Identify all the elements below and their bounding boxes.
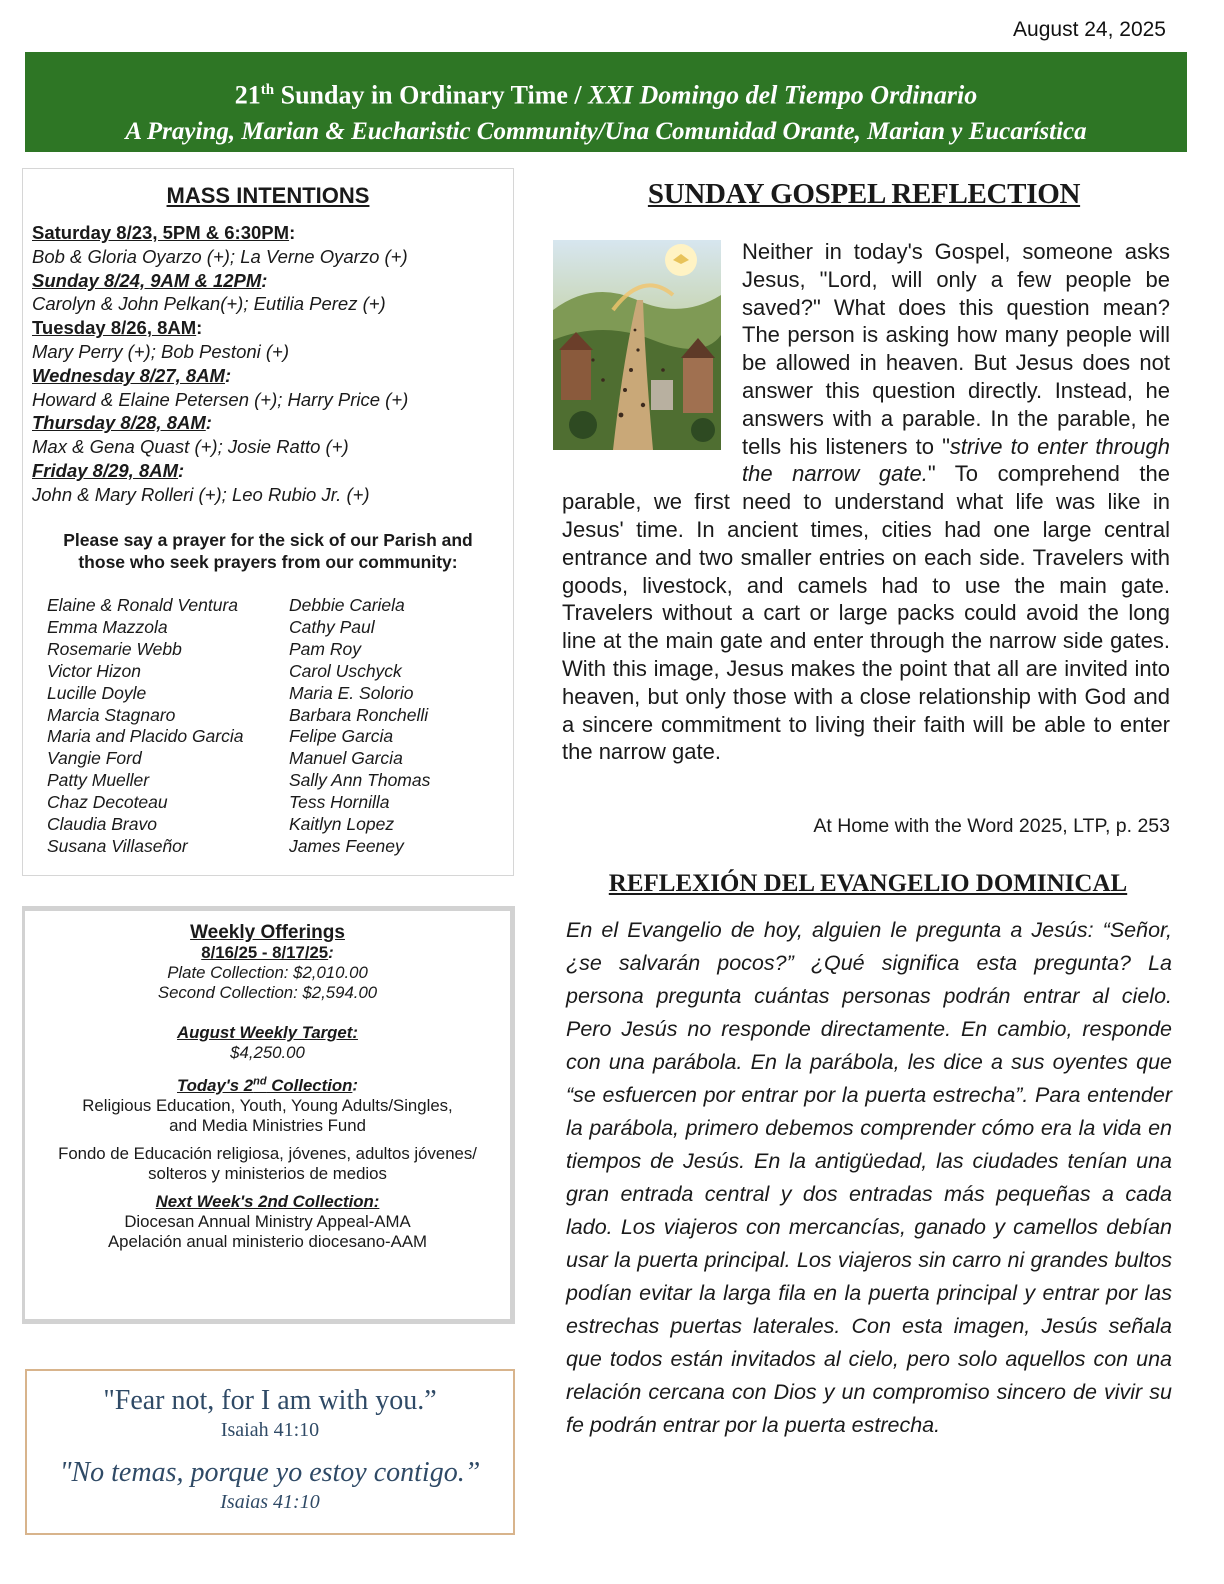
sick-list-col1 <box>47 595 289 858</box>
mass-entry-names: John & Mary Rolleri (+); Leo Rubio Jr. (+) <box>32 483 370 505</box>
list-item: Cathy Paul <box>289 616 375 637</box>
mass-entry-names: Howard & Elaine Petersen (+); Harry Price (+) <box>32 388 409 410</box>
list-item: Carol Uschyck <box>289 660 402 681</box>
sick-list-col2 <box>289 595 489 858</box>
list-item: Pam Roy <box>289 638 361 659</box>
mass-intentions-title: MASS INTENTIONS <box>166 183 370 208</box>
weekly-offerings-box <box>22 906 515 1324</box>
quote-en-ref: Isaiah 41:10 <box>220 1419 320 1441</box>
list-item: Vangie Ford <box>47 748 142 769</box>
list-item: Tess Hornilla <box>289 792 390 813</box>
list-item: Barbara Ronchelli <box>289 704 429 725</box>
header-banner <box>25 52 1187 152</box>
banner-subtitle: A Praying, Marian & Eucharistic Community/Una Comunidad Orante, Marian y Eucarística <box>125 117 1087 145</box>
mass-entry: Saturday 8/23, 5PM & 6:30PM: <box>32 222 296 243</box>
mass-entry: Tuesday 8/26, 8AM: <box>32 317 203 339</box>
list-item: James Feeney <box>289 835 404 856</box>
mass-entry: Thursday 8/28, 8AM: <box>32 412 212 434</box>
offerings-period: 8/16/25 - 8/17/25: <box>201 943 334 962</box>
gospel-source: At Home with the Word 2025, LTP, p. 253 <box>813 815 1170 837</box>
target-label: August Weekly Target: <box>177 1023 358 1042</box>
list-item: Maria E. Solorio <box>289 682 414 703</box>
quote-es-ref: Isaias 41:10 <box>220 1491 320 1513</box>
quote-en: "Fear not, for I am with you.” <box>103 1385 437 1416</box>
reflexion-title: REFLEXIÓN DEL EVANGELIO DOMINICAL <box>608 870 1128 897</box>
list-item: Chaz Decoteau <box>47 792 168 813</box>
mass-intentions-box <box>22 168 514 876</box>
offerings-title: Weekly Offerings <box>190 922 345 943</box>
second-collection: Second Collection: $2,594.00 <box>157 983 378 1002</box>
scripture-quote-box <box>25 1369 515 1535</box>
reflexion-text: En el Evangelio de hoy, alguien le pregunta a Jesús: “Señor, ¿se salvarán pocos?” ¿Qué significa esta pregunta? La persona pregunta cuántas personas podrán entrar al cielo. Pero Jesús no responde directamente. En cambio, responde con una parábola. En la parábola, les dice a sus oyentes que “se esfuercen por entrar por la puerta estrecha”. Para entender la parábola, primero debemos comprender cómo era la vida en tiempos de Jesús. En la antigüedad, las ciudades tenían una gran entrada central y dos entradas más pequeñas a cada lado. Los viajeros con mercancías, ganado y camellos debían usar la puerta principal. Los viajeros sin carro ni grandes bultos podían evitar la larga fila en la puerta principal y entrar por las estrechas puertas laterales. Con esta imagen, Jesús señala que todos están invitados al cielo, pero solo aquellos con una relación cercana con Dios y un compromiso sincero de vivir su fe podrán entrar por la puerta estrecha. <box>566 918 1172 1437</box>
list-item: Patty Mueller <box>47 770 150 791</box>
banner-title: 21th Sunday in Ordinary Time / XXI Domingo del Tiempo Ordinario <box>234 80 978 110</box>
next-collection-en: Diocesan Annual Ministry Appeal-AMA <box>124 1211 411 1231</box>
today-collection-label: Today's 2nd Collection: <box>177 1075 358 1095</box>
prayer-request: Please say a prayer for the sick of our Parish and those who seek prayers from our community: <box>63 530 473 572</box>
gospel-reflection-text: Neither in today's Gospel, someone asks Jesus, "Lord, will only a few people be saved?" What does this question mean? The person is asking how many people will be allowed in heaven. But Jesus does not answer this question directly. Instead, he answers with a parable. In the parable, he tells his listeners to "strive to enter through the narrow gate." To comprehend the parable, we first need to understand what life was like in Jesus' time. In ancient times, cities had one large central entrance and two smaller entries on each side. Travelers with goods, livestock, and camels had to use the main gate. Travelers without a cart or large packs could avoid the long line at the main gate and enter through the narrow side gates. With this image, Jesus makes the point that all are invited into heaven, but only those with a close relationship with God and a sincere commitment to living their faith will be able to enter the narrow gate. <box>562 239 1170 765</box>
mass-entry-names: Max & Gena Quast (+); Josie Ratto (+) <box>32 436 349 458</box>
list-item: Claudia Bravo <box>47 814 157 835</box>
list-item: Victor Hizon <box>47 660 142 681</box>
list-item: Susana Villaseñor <box>47 835 188 856</box>
sick-list <box>47 595 497 858</box>
list-item: Lucille Doyle <box>47 682 147 703</box>
list-item: Sally Ann Thomas <box>289 770 431 791</box>
list-item: Felipe Garcia <box>289 726 394 747</box>
quote-es: "No temas, porque yo estoy contigo.” <box>59 1457 481 1488</box>
mass-entry: Wednesday 8/27, 8AM: <box>32 364 232 386</box>
bulletin-date: August 24, 2025 <box>1013 18 1166 41</box>
mass-schedule <box>32 221 502 507</box>
list-item: Kaitlyn Lopez <box>289 814 395 835</box>
list-item: Marcia Stagnaro <box>47 704 176 725</box>
today-collection-es: Fondo de Educación religiosa, jóvenes, adultos jóvenes/ solteros y ministerios de medios <box>58 1143 477 1183</box>
mass-entry-names: Carolyn & John Pelkan(+); Eutilia Perez (+) <box>32 293 386 315</box>
gospel-reflection-title: SUNDAY GOSPEL REFLECTION <box>647 178 1081 210</box>
list-item: Elaine & Ronald Ventura <box>47 595 239 615</box>
list-item: Maria and Placido Garcia <box>47 726 244 747</box>
list-item: Debbie Cariela <box>289 595 405 615</box>
plate-collection: Plate Collection: $2,010.00 <box>167 963 368 982</box>
mass-entry-names: Bob & Gloria Oyarzo (+); La Verne Oyarzo (+) <box>32 245 408 267</box>
next-collection-es: Apelación anual ministerio diocesano-AAM <box>107 1231 428 1251</box>
mass-entry: Friday 8/29, 8AM: <box>32 459 185 481</box>
list-item: Emma Mazzola <box>47 616 168 637</box>
list-item: Manuel Garcia <box>289 748 403 769</box>
mass-entry: Sunday 8/24, 9AM & 12PM: <box>32 269 268 291</box>
next-collection-label: Next Week's 2nd Collection: <box>155 1191 380 1211</box>
mass-entry-names: Mary Perry (+); Bob Pestoni (+) <box>32 340 290 362</box>
list-item: Rosemarie Webb <box>47 638 182 659</box>
today-collection-en: Religious Education, Youth, Young Adults/Singles, and Media Ministries Fund <box>82 1095 453 1135</box>
target-value: $4,250.00 <box>230 1043 305 1062</box>
